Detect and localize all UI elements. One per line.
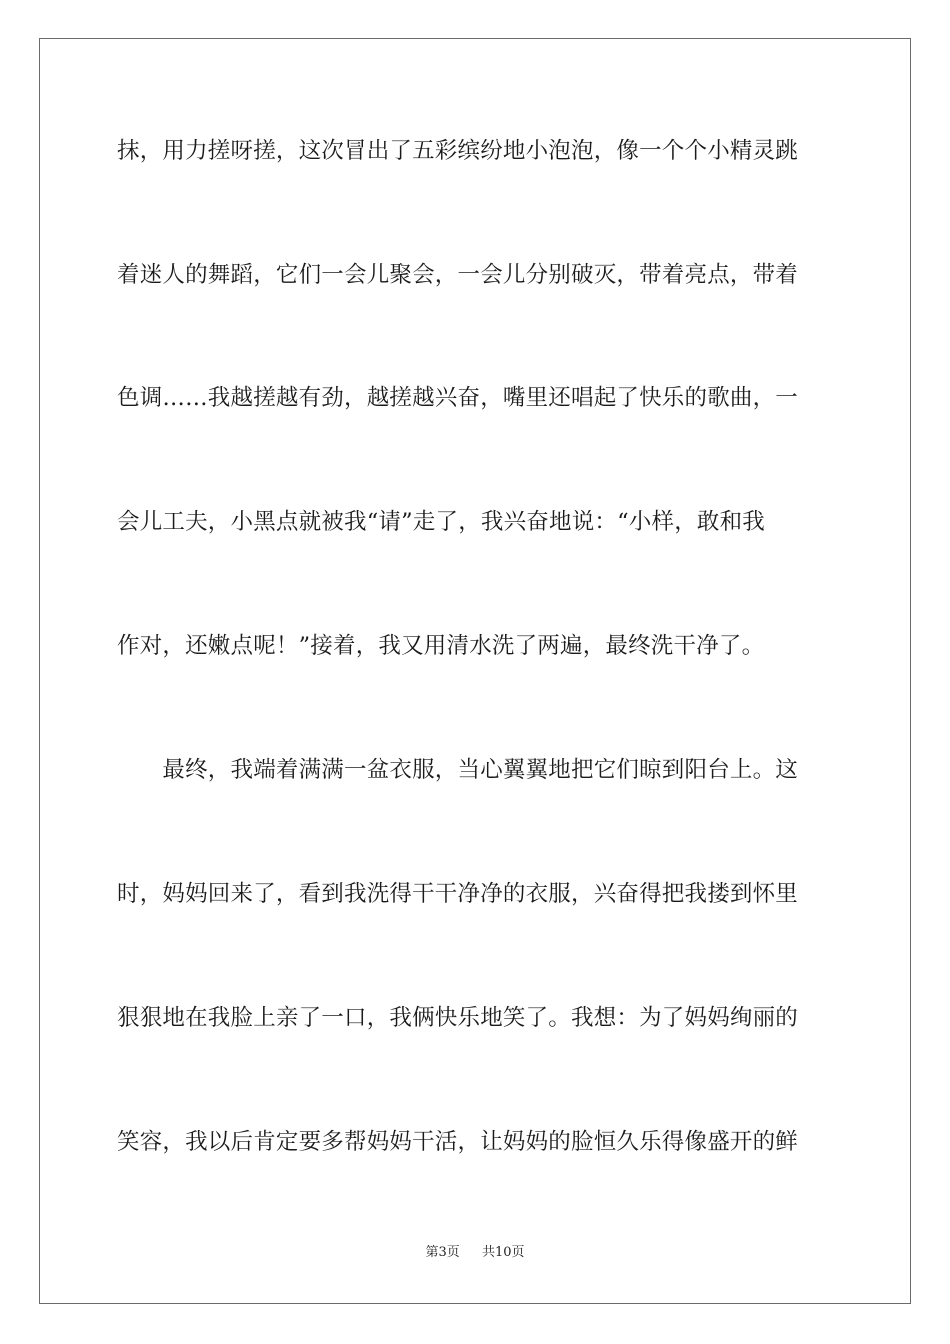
body-text-line: 时，妈妈回来了，看到我洗得干干净净的衣服，兴奋得把我搂到怀里 [117,881,799,907]
body-text-line: 狠狠地在我脸上亲了一口，我俩快乐地笑了。我想：为了妈妈绚丽的 [117,1005,799,1031]
page-footer [0,1244,950,1262]
body-text-line: 色调……我越搓越有劲，越搓越兴奋，嘴里还唱起了快乐的歌曲，一 [117,385,799,411]
body-text-line: 着迷人的舞蹈，它们一会儿聚会，一会儿分别破灭，带着亮点，带着 [117,262,799,288]
page-border [39,38,911,1304]
page-number: 第3页 [425,1245,460,1260]
body-text-line: 最终，我端着满满一盆衣服，当心翼翼地把它们晾到阳台上。这 [117,757,799,783]
body-text-line: 笑容，我以后肯定要多帮妈妈干活，让妈妈的脸恒久乐得像盛开的鲜 [117,1129,799,1155]
body-text-line: 会儿工夫，小黑点就被我“请”走了，我兴奋地说：“小样，敢和我 [117,509,766,535]
body-text-line: 抹，用力搓呀搓，这次冒出了五彩缤纷地小泡泡，像一个个小精灵跳 [117,138,799,164]
body-text-line: 作对，还嫩点呢！”接着，我又用清水洗了两遍，最终洗干净了。 [117,633,765,659]
total-pages: 共10页 [482,1245,525,1260]
